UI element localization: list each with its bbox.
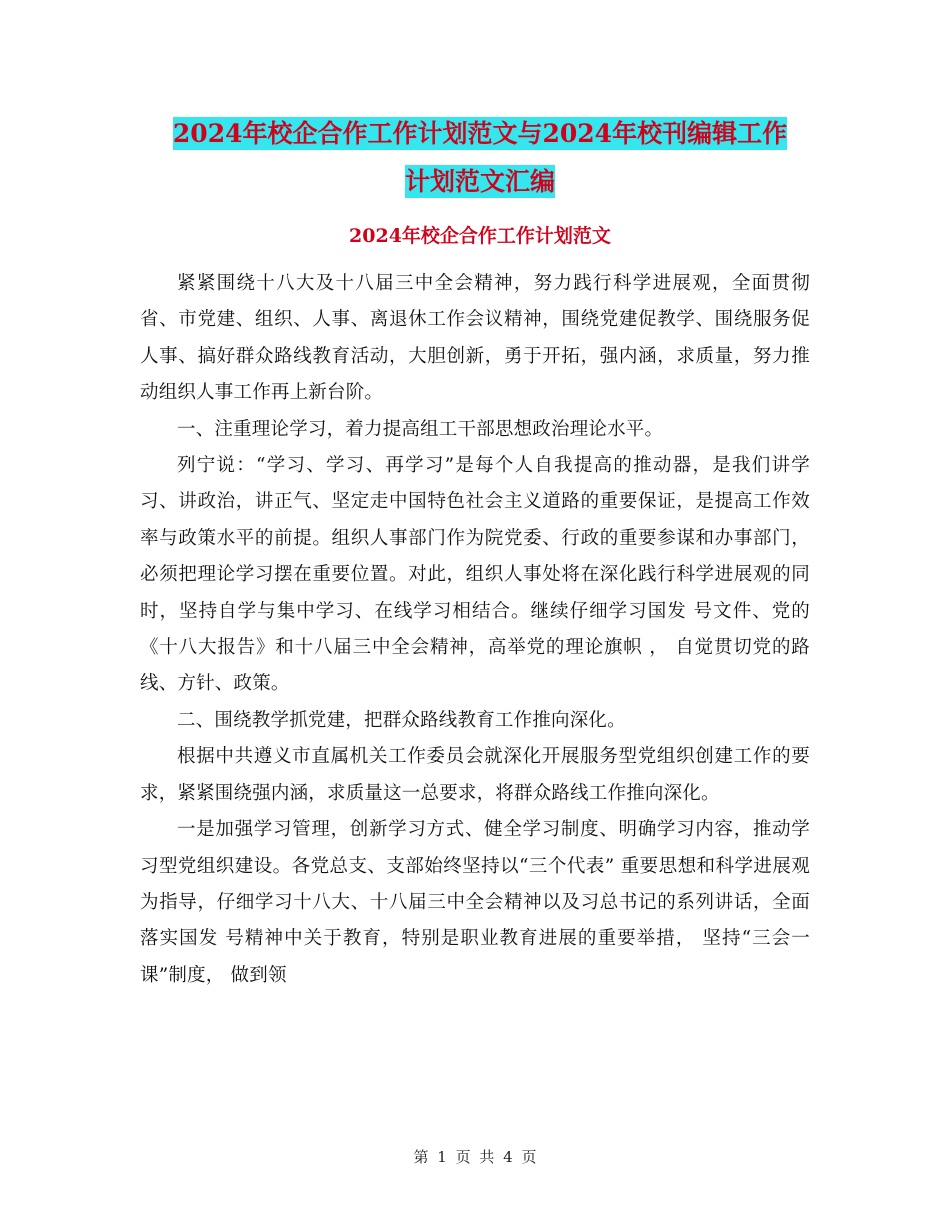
document-title — [140, 110, 820, 206]
paragraph-party-building: 根据中共遵义市直属机关工作委员会就深化开展服务型党组织创建工作的要求，紧紧围绕强内涵，求质量这一总要求，将群众路线工作推向深化。 — [140, 746, 810, 804]
document-body — [140, 266, 810, 994]
page-footer: 第 1 页 共 4 页 — [413, 1148, 537, 1166]
paragraph-lenin: 列宁说：“学习、学习、再学习”是每个人自我提高的推动器，是我们讲学习、讲政治，讲正气、坚定走中国特色社会主义道路的重要保证，是提高工作效率与政策水平的前提。组织人事部门作为院党委、行政的重要参谋和办事部门，必须把理论学习摆在重要位置。对此，组织人事处将在深化践行科学进展观的同时，坚持自学与集中学习、在线学习相结合。继续仔细学习国发 号文件、党的《十八大报告》和十八届三中全会精神，高举党的理论旗帜 ， 自觉贯切党的路线、方针、政策。 — [140, 455, 810, 695]
paragraph-heading-1: 一、注重理论学习，着力提高组工干部思想政治理论水平。 — [177, 418, 664, 440]
paragraph-heading-2: 二、围绕教学抓党建，把群众路线教育工作推向深化。 — [177, 709, 626, 731]
paragraph-intro: 紧紧围绕十八大及十八届三中全会精神，努力践行科学进展观，全面贯彻省、市党建、组织、人事、离退休工作会议精神，围绕党建促教学、围绕服务促人事、搞好群众路线教育活动，大胆创新，勇于开拓，强内涵，求质量，努力推动组织人事工作再上新台阶。 — [140, 273, 810, 404]
section-heading: 2024年校企合作工作计划范文 — [349, 225, 611, 247]
title-line-2: 计划范文汇编 — [404, 167, 555, 196]
paragraph-study-management: 一是加强学习管理，创新学习方式、健全学习制度、明确学习内容，推动学习型党组织建设。各党总支、支部始终坚持以“三个代表” 重要思想和科学进展观为指导，仔细学习十八大、十八届三中全会精神以及习总书记的系列讲话，全面落实国发 号精神中关于教育，特别是职业教育进展的重要举措， 坚持“三会一课”制度， 做到领 — [140, 819, 810, 986]
title-line-1: 2024年校企合作工作计划范文与2024年校刊编辑工作 — [172, 119, 788, 148]
